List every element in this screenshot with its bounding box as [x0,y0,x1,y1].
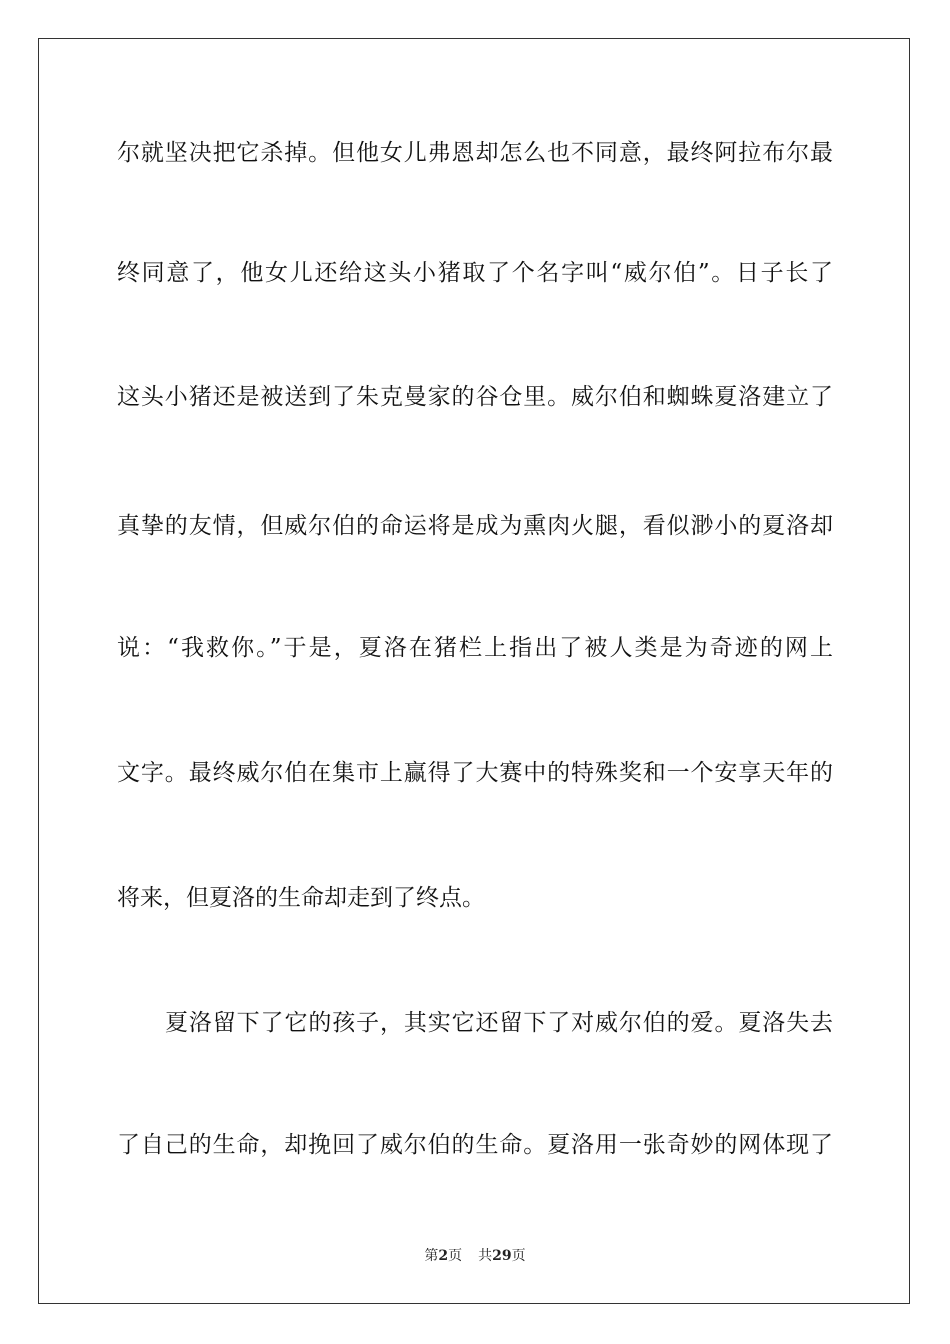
page-border [38,38,910,1304]
page-footer [0,1246,950,1266]
page-label-prefix: 第 [424,1248,439,1264]
text-line: 真挚的友情，但威尔伯的命运将是成为熏肉火腿，看似渺小的夏洛却 [117,513,833,539]
page-number: 2 [438,1248,449,1264]
total-label-prefix: 共 [478,1248,493,1264]
text-line: 这头小猪还是被送到了朱克曼家的谷仓里。威尔伯和蜘蛛夏洛建立了 [117,384,833,410]
total-label-suffix: 页 [511,1248,526,1264]
text-line-paragraph-start: 夏洛留下了它的孩子，其实它还留下了对威尔伯的爱。夏洛失去 [165,1010,833,1036]
text-line: 尔就坚决把它杀掉。但他女儿弗恩却怎么也不同意，最终阿拉布尔最 [117,140,833,166]
text-line: 文字。最终威尔伯在集市上赢得了大赛中的特殊奖和一个安享天年的 [117,760,833,786]
text-line: 了自己的生命，却挽回了威尔伯的生命。夏洛用一张奇妙的网体现了 [117,1132,833,1158]
page-label-suffix: 页 [448,1248,463,1264]
text-line: 终同意了，他女儿还给这头小猪取了个名字叫“威尔伯”。日子长了 [117,260,833,286]
text-line: 说：“我救你。”于是，夏洛在猪栏上指出了被人类是为奇迹的网上 [117,635,833,661]
total-pages: 29 [492,1248,512,1264]
text-line-paragraph-end: 将来，但夏洛的生命却走到了终点。 [117,885,485,911]
